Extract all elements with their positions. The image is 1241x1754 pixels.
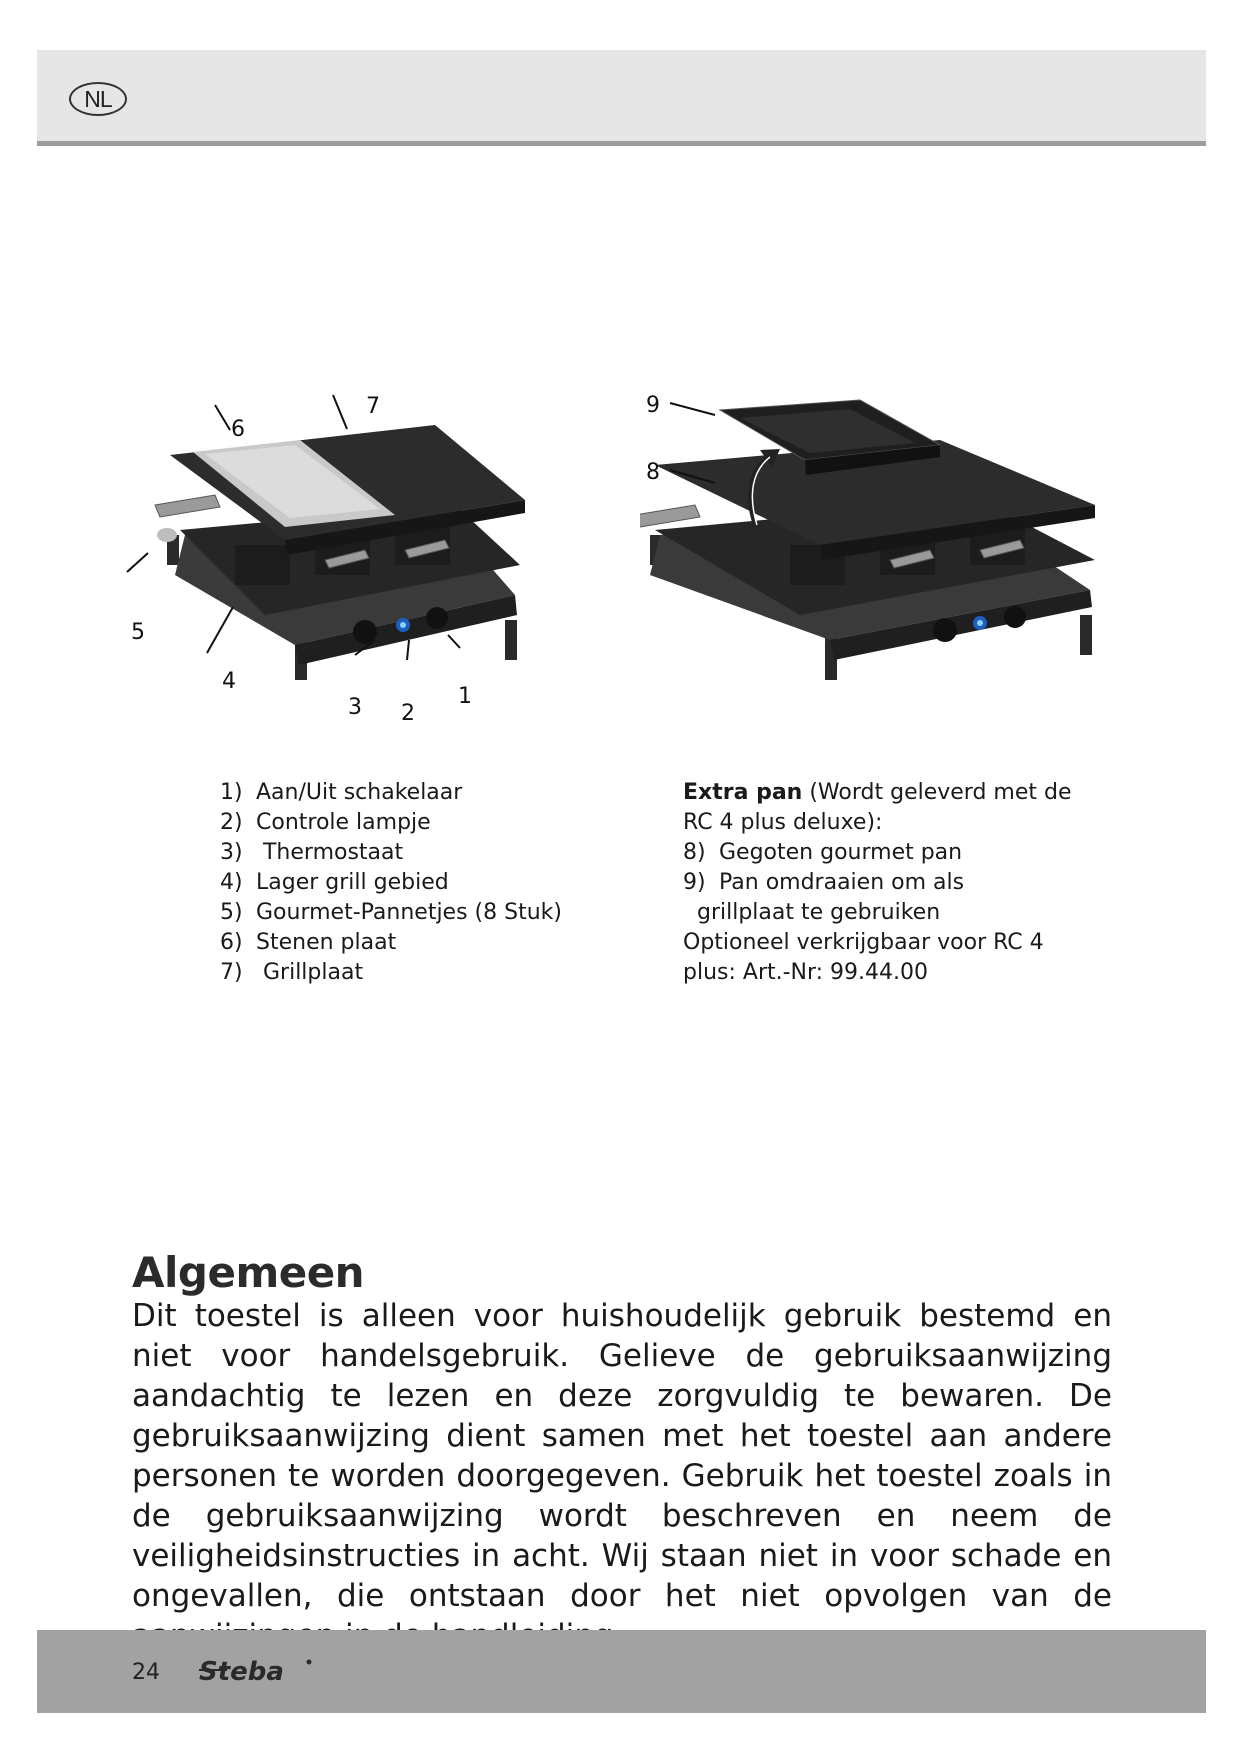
callout-7: 7 — [366, 394, 380, 419]
extra-pan-legend — [683, 778, 1123, 988]
legend-item: 3) Thermostaat — [220, 840, 404, 865]
raclette-illustration-right — [640, 385, 1130, 705]
legend-item-continuation: grillplaat te gebruiken — [697, 900, 941, 925]
raclette-illustration-left — [115, 385, 615, 730]
callout-5: 5 — [131, 620, 145, 645]
brand-name: Steba — [199, 1657, 284, 1687]
legend-item: 7) Grillplaat — [220, 960, 364, 985]
legend-item: 6) Stenen plaat — [220, 930, 397, 955]
legend-item: 8) Gegoten gourmet pan — [683, 840, 963, 865]
callout-6: 6 — [231, 417, 245, 442]
raclette-figure-left — [115, 385, 615, 730]
extra-pan-intro: Extra pan (Wordt geleverd met de — [683, 780, 1072, 805]
legend-item: 5) Gourmet-Pannetjes (8 Stuk) — [220, 900, 562, 925]
language-badge: NL — [69, 82, 127, 116]
callout-3: 3 — [348, 695, 362, 720]
section-body: Dit toestel is alleen voor huishoudelijk gebruik bestemd en niet voor handelsgebruik. Gelieve de gebruiksaanwijzing aandachtig te lezen en deze zorgvuldig te bewaren. De gebruiksaanwijzing dient samen met het toestel aan andere personen te worden doorgegeven. Gebruik het toestel zoals in de gebruiksaanwijzing wordt beschreven en neem de veiligheidsinstructies in acht. Wij staan niet in voor schade en ongevallen, die ontstaan door het niet opvolgen van de — [132, 1298, 1112, 1614]
callout-4: 4 — [222, 669, 236, 694]
footer-band — [37, 1630, 1206, 1713]
steba-logo — [197, 1654, 317, 1690]
optional-note-line2: plus: Art.-Nr: 99.44.00 — [683, 960, 929, 985]
callout-8: 8 — [646, 460, 660, 485]
extra-pan-intro-line2: RC 4 plus deluxe): — [683, 810, 883, 835]
header-band — [37, 50, 1206, 146]
callout-1: 1 — [458, 684, 472, 709]
optional-note-line1: Optioneel verkrijgbaar voor RC 4 — [683, 930, 1044, 955]
callout-9: 9 — [646, 393, 660, 418]
section-title: Algemeen — [132, 1248, 365, 1297]
legend-item: 2) Controle lampje — [220, 810, 431, 835]
legend-item: 4) Lager grill gebied — [220, 870, 449, 895]
legend-item: 9) Pan omdraaien om als — [683, 870, 965, 895]
legend-item: 1) Aan/Uit schakelaar — [220, 780, 463, 805]
raclette-figure-right — [640, 385, 1130, 705]
callout-2: 2 — [401, 701, 415, 726]
parts-legend — [220, 778, 640, 988]
page-number: 24 — [132, 1660, 160, 1685]
